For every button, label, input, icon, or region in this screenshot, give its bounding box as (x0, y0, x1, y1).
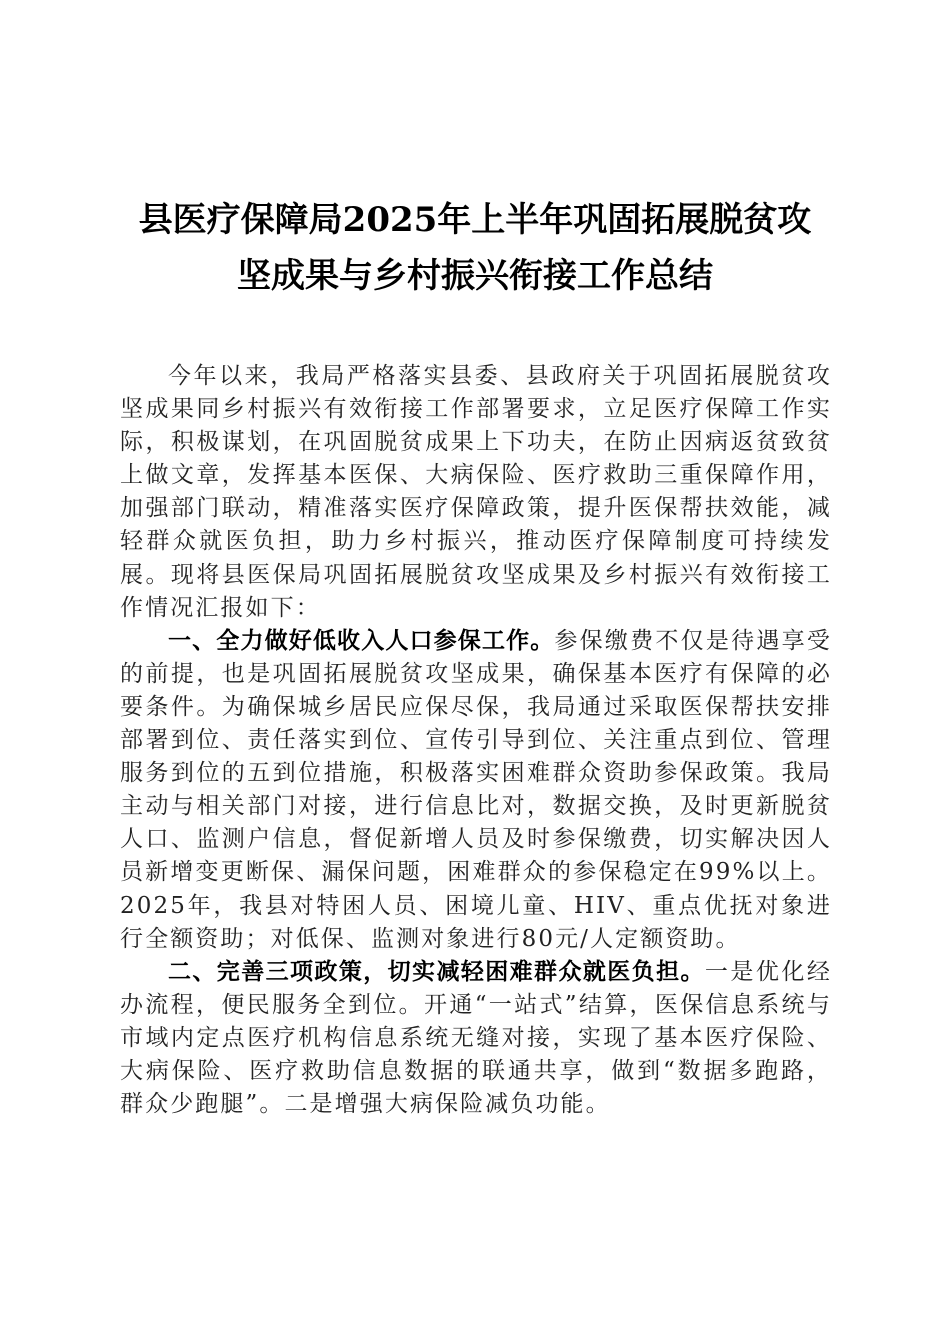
title-line-2: 坚成果与乡村振兴衔接工作总结 (237, 256, 713, 296)
title-line-1: 县医疗保障局2025年上半年巩固拓展脱贫攻 (138, 200, 812, 240)
section-2-text: 一是优化经办流程，便民服务全到位。开通“一站式”结算，医保信息系统与市域内定点医疗机构信息系统无缝对接，实现了基本医疗保险、大病保险、医疗救助信息数据的联通共享，做到“数据多跑路，群众少跑腿”。二是增强大病保险减负功能。 (120, 958, 833, 1118)
intro-paragraph: 今年以来，我局严格落实县委、县政府关于巩固拓展脱贫攻坚成果同乡村振兴有效衔接工作部署要求，立足医疗保障工作实际，积极谋划，在巩固脱贫成果上下功夫，在防止因病返贫致贫上做文章，发挥基本医保、大病保险、医疗救助三重保障作用，加强部门联动，精准落实医疗保障政策，提升医保帮扶效能，减轻群众就医负担，助力乡村振兴，推动医疗保障制度可持续发展。现将县医保局巩固拓展脱贫攻坚成果及乡村振兴有效衔接工作情况汇报如下： (120, 363, 832, 621)
section-1-heading: 一、全力做好低收入人口参保工作。 (168, 627, 555, 654)
section-1-text: 参保缴费不仅是待遇享受的前提，也是巩固拓展脱贫攻坚成果，确保基本医疗有保障的必要条件。为确保城乡居民应保尽保，我局通过采取医保帮扶安排部署到位、责任落实到位、宣传引导到位、关注重点到位、管理服务到位的五到位措施，积极落实困难群众资助参保政策。我局主动与相关部门对接，进行信息比对，数据交换，及时更新脱贫人口、监测户信息，督促新增人员及时参保缴费，切实解决因人员新增变更断保、漏保问题，困难群众的参保稳定在99%以上。2025年，我县对特困人员、困境儿童、HIV、重点优抚对象进行全额资助；对低保、监测对象进行80元/人定额资助。 (120, 627, 833, 952)
section-2-paragraph (120, 956, 832, 1121)
section-1-paragraph (120, 625, 832, 956)
section-2-heading: 二、完善三项政策，切实减轻困难群众就医负担。 (168, 958, 705, 985)
document-title (110, 192, 840, 304)
document-body (120, 360, 832, 1121)
